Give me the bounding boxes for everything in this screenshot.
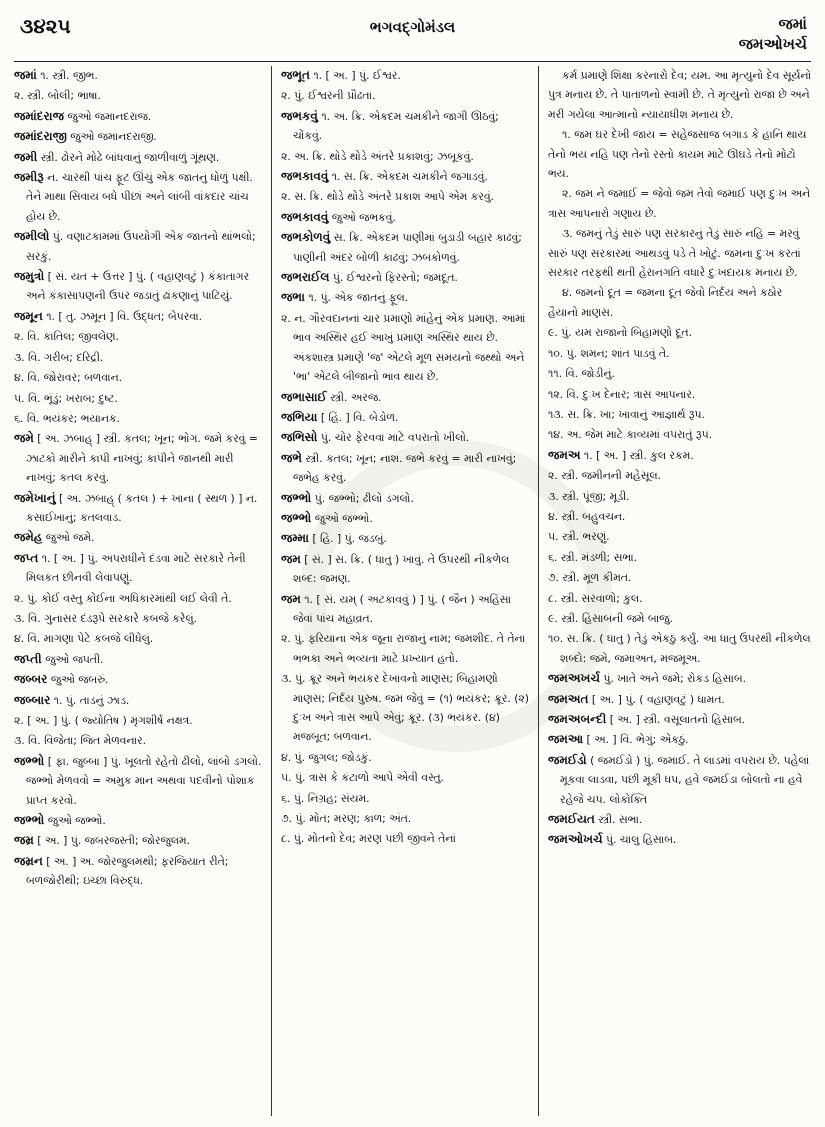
- entry-definition: ૪. વિ. માગણા પેટે કબજે લીધેલું.: [14, 632, 154, 646]
- entry-headword: જભિયા: [281, 409, 318, 424]
- entry-definition: જુઓ જભ્ભો.: [314, 511, 373, 525]
- entry-headword: જમીલો: [14, 229, 50, 244]
- entry-headword: જમાં: [14, 68, 37, 82]
- entry-definition: જુઓ જમે.: [45, 531, 95, 545]
- dictionary-entry: [548, 283, 814, 322]
- entry-headword: જમાંદરાજી: [14, 129, 67, 144]
- entry-definition: ૧૨. વિ. દુઃખ દેનાર; ત્રાસ આપનાર.: [548, 387, 696, 401]
- entry-headword: જમઅબન્દી: [548, 712, 607, 726]
- dictionary-entry: [548, 730, 814, 749]
- entry-definition: ૫. પું. ત્રાસ કે કંટાળો આપે એવી વસ્તુ.: [281, 771, 444, 785]
- entry-headword: જમ: [281, 551, 301, 566]
- entry-definition: ૪. પું. જુગલ; જોડકું.: [281, 750, 372, 764]
- entry-headword: જબ્બાર: [14, 692, 51, 707]
- dictionary-entry: [281, 147, 530, 166]
- entry-headword: જભ્ભો: [281, 490, 312, 505]
- dictionary-entry: [548, 609, 814, 628]
- dictionary-entry: [281, 288, 530, 307]
- entry-headword: જમઓખર્ચ: [548, 832, 603, 847]
- entry-definition: સ્ત્રી. અરજ.: [330, 390, 382, 404]
- entry-headword: જભકાવવું: [281, 169, 329, 184]
- entry-definition: ૨. સ્ત્રી. જમીનની મહેસૂલ.: [548, 469, 661, 483]
- dictionary-entry: [281, 629, 530, 668]
- entry-headword: જભરાઈલ: [281, 270, 330, 285]
- entry-definition: ૧. [ અ. ] પું. ઈશ્વર.: [313, 69, 401, 82]
- dictionary-entry: [548, 364, 814, 383]
- entry-headword: જમ્મા: [281, 531, 309, 546]
- dictionary-entry: [281, 228, 530, 267]
- dictionary-entry: [548, 629, 814, 668]
- entry-definition: [ અ. ઝબાહ્ ( કતલ ) + ખાના ( સ્થળ ) ] ન. કસાઈખાનું; કતલવાડ.: [26, 491, 258, 524]
- entry-definition: ૧. સ. ક્રિ. એકદમ ચમકીને જગાડવું.: [331, 170, 488, 184]
- dictionary-entry: [14, 348, 262, 367]
- entry-headword: જભૂત: [281, 68, 310, 82]
- dictionary-entry: [14, 711, 262, 730]
- book-title: ભગવદ્ગોમંડલ: [369, 18, 456, 36]
- dictionary-entry: [548, 425, 814, 444]
- entry-definition: ૫. વિ. ભૂંડું; ખરાબ; દુષ્ટ.: [14, 391, 118, 405]
- dictionary-entry: [281, 489, 530, 508]
- entry-definition: [ હિં. ] પું. જડબું.: [312, 532, 387, 546]
- entry-definition: [ અ. ] વિ. ભેગું; એકઠું.: [586, 733, 689, 747]
- column-1: [14, 66, 262, 1118]
- dictionary-entry: [281, 529, 530, 548]
- dictionary-entry: [548, 690, 814, 709]
- entry-definition: ૩. પું. ક્રૂર અને ભયંકર દેખાવનો માણસ; બિહામણો માણસ; નિર્દય પુરુષ. જમ જેવું = (૧) ભયંકર; ક્રૂર. (૨) દુઃખ અને ત્રાસ આપે એવું; ક્રૂર. (૩) ભયંકર. (૪) મજબૂત; બળવાન.: [281, 672, 529, 744]
- entry-definition: ૧૧. વિ. જોડીનું.: [548, 367, 615, 381]
- dictionary-entry: [14, 429, 262, 487]
- dictionary-entry: [548, 66, 814, 124]
- entry-headword: જભિસો: [281, 430, 318, 445]
- dictionary-entry: [548, 466, 814, 485]
- entry-definition: ૨. [ અ. ] પું. ( જ્યોતિષ ) મૃગશીર્ષ નક્ષત્ર.: [14, 714, 193, 727]
- entry-definition: ૧. સ્ત્રી. જીભ.: [40, 69, 98, 82]
- guide-word-last: જમઓખર્ચ: [738, 35, 807, 53]
- entry-definition: પું. વણાટકામમાં ઉપયોગી એક જાતનો થાંભલો; સરકું.: [26, 230, 256, 263]
- entry-headword: જબ્બર: [14, 672, 48, 687]
- entry-headword: જભાસાઈ: [281, 389, 327, 404]
- column-divider: [271, 66, 272, 1116]
- dictionary-entry: [14, 66, 262, 85]
- dictionary-entry: [281, 829, 530, 848]
- entry-definition: જુઓ જભ્ભો.: [47, 814, 106, 828]
- dictionary-entry: [548, 669, 814, 688]
- entry-headword: જમીરૂ: [14, 170, 44, 185]
- entry-definition: ૩. જમનું તેડું સારું પણ સરકારનું તેડું સારું નહિ = મરવું સારું પણ સરકારમાં આથડવું પડે તે ખોટું. જમના દુઃખ કરતાં સરકાર તરફથી થતી હેરાનગતિ વધારે દુઃખદાયક મનાય છે.: [548, 227, 801, 280]
- entry-definition: જુઓ જપતી.: [45, 652, 104, 666]
- entry-definition: કર્મ પ્રમાણે શિક્ષા કરનારો દેવ; યમ. આ મૃત્યુનો દેવ સૂર્યનો પુત્ર મનાય છે. તે પાતાળનો સ્વામી છે. તે મૃત્યુનો રાજા છે અને મરી ગયેલા આત્માનો ન્યાયાધીશ મનાય છે.: [548, 69, 812, 121]
- entry-headword: જપ્તી: [14, 651, 42, 666]
- entry-headword: જમઈયત: [548, 812, 595, 827]
- entry-headword: જમેખાનું: [14, 490, 56, 505]
- entry-definition: સ્ત્રી. ઢોરને મોઢે બાંધવાનું જાળીવાળું ગૂંથણ.: [40, 150, 220, 164]
- entry-headword: જમઆ: [548, 732, 584, 747]
- entry-definition: ૪. વિ. જોરાવર; બળવાન.: [14, 371, 123, 385]
- entry-definition: પું. ઈશ્વરનો ફિરસ્તો; જમદૂત.: [332, 271, 458, 285]
- entry-definition: ૨. પું. ફરિયાના એક જૂના રાજાનું નામ; જમશીદ. તે તેના ભભકા અને ભવ્યતા માટે પ્રખ્યાત હતો.: [281, 632, 526, 665]
- dictionary-entry: [14, 307, 262, 326]
- entry-headword: જમૂન: [14, 308, 43, 323]
- entry-definition: જુઓ જમાનદરાજી.: [70, 130, 157, 144]
- entry-definition: સ. ક્રિ. એકદમ પાણીમાં બુડાડી બહાર કાઢવું; પાણીની અંદર બોળી કાઢવું; ઝબકોળવું.: [293, 231, 522, 264]
- dictionary-entry: [281, 208, 530, 227]
- column-divider: [538, 66, 539, 1116]
- entry-definition: ૨. સ. ક્રિ. થોડે થોડે અંતરે પ્રકાશ આપે એમ કરવું.: [281, 190, 494, 204]
- entry-definition: ૧. [ સં. યમ્ ( અટકાવવું ) ] પું. ( જૈન ) અહિંસા જેવાં પાંચ મહાવ્રત.: [293, 592, 512, 625]
- entry-definition: ૧. પું. એક જાતનું ફૂલ.: [308, 291, 409, 305]
- dictionary-entry: [281, 268, 530, 287]
- entry-definition: ૬. વિ. ભયંકર; ભયાનક.: [14, 411, 120, 425]
- entry-definition: ( જમઈડો ) પું. જમાઈ. તે લાડમાં વપરાય છે. પહેલાં મૂકવા લાડવા, પછી મૂકી ધપ, હવે જમઈડા બોલતો ના હવે રહેજે ચપ. લોકોક્તિ: [560, 753, 810, 806]
- entry-definition: ૬. પું. નિગ્રહ; સંયમ.: [281, 791, 370, 805]
- dictionary-entry: [281, 768, 530, 787]
- entry-definition: ૧૦. પું. શમન; શાંત પાડવું તે.: [548, 346, 670, 360]
- entry-definition: ૯. સ્ત્રી. હિસાબની જમે બાજુ.: [548, 611, 673, 625]
- entry-definition: પું. ખાતે અને જમે; રોકડ હિસાબ.: [603, 672, 747, 686]
- dictionary-entry: [548, 487, 814, 506]
- entry-headword: જમે: [14, 431, 34, 446]
- entry-definition: ૯. પું. યમ રાજાનો બિહામણો દૂત.: [548, 326, 692, 340]
- entry-headword: જમઅ: [548, 447, 581, 462]
- page-number: ૩૪૨૫: [20, 14, 71, 38]
- entry-definition: સ્ત્રી. કતલ; ખૂન; નાશ. જભે કરવું = મારી નાખવું; જભેહ કરવું.: [293, 451, 517, 485]
- dictionary-entry: [281, 590, 530, 629]
- entry-definition: ૪. જમનો દૂત = જમના દૂત જેવો નિર્દય અને કઠોર હૈયાનો માણસ.: [548, 286, 783, 319]
- dictionary-entry: [548, 224, 814, 282]
- entry-definition: [ ફા. જુબ્બા ] પું. ખૂલતો રહેતો ઢીલો, લાંબો ડગલો. જભ્ભો મેળવવો = અમુક માન અથવા પદવીનો પોશાક પ્રાપ્ત કરવો.: [26, 754, 262, 807]
- page-header: [0, 0, 825, 60]
- dictionary-entry: [14, 670, 262, 689]
- dictionary-entry: [281, 669, 530, 747]
- dictionary-entry: [281, 309, 530, 387]
- header-rule: [14, 61, 811, 62]
- dictionary-entry: [548, 710, 814, 729]
- guide-words: [739, 14, 807, 54]
- entry-headword: જમી: [14, 149, 38, 164]
- entry-headword: જપ્ત: [14, 550, 39, 565]
- dictionary-entry: [14, 629, 262, 648]
- entry-definition: ૨. ન. ગૌરવદાનનાં ચાર પ્રમાણો માંહેનું એક પ્રમાણ. આમાં ભાવ અસ્થિર હઈ આખું પ્રમાણ અસ્થિર થાય છે. અંકશાસ્ત્ર પ્રમાણે 'જ' એટલે મૂળ સમયનો જથ્થો અને 'ભા' એટલે બીજાનો ભાવ થાય છે.: [281, 311, 526, 384]
- entry-definition: ૧૪. અ. જેમ માટે કાવ્યમાં વપરાતું રૂપ.: [548, 428, 713, 442]
- dictionary-entry: [14, 811, 262, 830]
- dictionary-entry: [14, 107, 262, 126]
- dictionary-entry: [14, 389, 262, 408]
- dictionary-entry: [548, 589, 814, 608]
- entry-definition: ૨. પું. કોઈ વસ્તુ કોઈના અધિકારમાંથી લઈ લેવી તે.: [14, 591, 232, 605]
- entry-headword: જમ: [281, 591, 301, 606]
- entry-definition: જુઓ જમાનદરાજ.: [67, 109, 152, 123]
- dictionary-entry: [281, 428, 530, 447]
- dictionary-entry: [548, 527, 814, 546]
- entry-definition: પું. ચોર ફેરવવા માટે વપરાતો ખીલો.: [320, 431, 470, 445]
- dictionary-entry: [548, 568, 814, 587]
- entry-definition: ૧. [ અ. ] સ્ત્રી. કુલ રકમ.: [583, 448, 694, 462]
- entry-definition: જુઓ જબરું.: [50, 673, 109, 687]
- dictionary-entry: [548, 344, 814, 363]
- entry-definition: ૭. પું. મોત; મરણ; કાળ; અંત.: [281, 812, 412, 826]
- column-2: [281, 66, 530, 1118]
- dictionary-entry: [281, 809, 530, 828]
- dictionary-entry: [281, 388, 530, 407]
- entry-definition: ૩. વિ. ગુનાસર દંડરૂપે સરકારે કબજે કરેલું.: [14, 611, 197, 625]
- entry-headword: જમેહ: [14, 530, 43, 545]
- dictionary-entry: [281, 408, 530, 427]
- dictionary-entry: [281, 167, 530, 186]
- entry-headword: જમઈડો: [548, 752, 587, 767]
- entry-headword: જભકાવવું: [281, 209, 329, 224]
- entry-definition: ૧. અ. ક્રિ. એકદમ ચમકીને જાગી ઊઠવું; ચોંકવું.: [293, 109, 499, 143]
- dictionary-entry: [14, 852, 262, 891]
- dictionary-entry: [548, 548, 814, 567]
- dictionary-entry: [14, 86, 262, 105]
- dictionary-entry: [14, 691, 262, 710]
- entry-headword: જભકવું: [281, 108, 318, 123]
- dictionary-entry: [14, 589, 262, 608]
- entry-definition: ૨. જમ ને જમાઈ = જેવો જમ તેવો જમાઈ પણ દુઃખ અને ત્રાસ આપનારો ગણાય છે.: [548, 187, 811, 220]
- dictionary-entry: [548, 830, 814, 849]
- entry-definition: [ અ. ] સ્ત્રી. વસૂલાતનો હિસાબ.: [609, 713, 746, 726]
- entry-headword: જભ્ભો: [14, 753, 45, 768]
- entry-definition: ૧. [ અ. ] પું. અપરાધીને દંડવા માટે સરકારે તેની મિલકત છીનવી લેવાપણું.: [26, 551, 246, 585]
- dictionary-entry: [281, 509, 530, 528]
- entry-headword: જભકોળવું: [281, 230, 331, 245]
- dictionary-entry: [14, 368, 262, 387]
- entry-definition: ૬. સ્ત્રી. મંડળી; સભા.: [548, 550, 638, 564]
- dictionary-entry: [281, 107, 530, 146]
- entry-headword: જભા: [281, 290, 305, 305]
- dictionary-entry: [14, 409, 262, 428]
- entry-definition: [ અ. ] અ. જોરજુલમથી; ફરજિયાત રીતે; બળજોરીથી; ઇચ્છા વિરુદ્ધ.: [26, 854, 229, 888]
- dictionary-entry: [14, 168, 262, 226]
- dictionary-entry: [281, 187, 530, 206]
- entry-definition: પું. જભ્ભો; ઢીલો ડગલો.: [314, 491, 414, 505]
- dictionary-entry: [14, 549, 262, 588]
- entry-definition: ૫. સ્ત્રી. ભરણું.: [548, 530, 610, 544]
- entry-headword: જમાંદરાજ: [14, 108, 64, 123]
- entry-definition: ન. ચારથી પાંચ ફૂટ ઊંચું એક જાતનું ધોળું પક્ષી. તેને માથા સિવાય બધે પીછાં અને લાંબી વાંકદાર ચાંચ હોય છે.: [26, 171, 253, 223]
- entry-definition: [ અ. ઝબાહ્ ] સ્ત્રી. કતલ; ખૂન; ભોગ. જમે કરવું = ઝાટકો મારીને કાપી નાખવું; કાપીને જાનથી મારી નાખવું; કતલ કરવું.: [26, 432, 258, 485]
- entry-definition: [ અ. ] પું. ( વહાણવટું ) ધામત.: [591, 692, 725, 706]
- dictionary-entry: [14, 489, 262, 528]
- entry-definition: ૧. જમ ઘર દેખી જાય = સહેજસાજ બગાડ કે હાનિ થાય તેનો ભય નહિ પણ તેનો રસ્તો કાયમ માટે ઊઘડે તેનો મોટો ભય.: [548, 128, 807, 181]
- dictionary-entry: [281, 66, 530, 85]
- dictionary-entry: [548, 184, 814, 223]
- entry-headword: જભ્ભો: [14, 813, 45, 828]
- entry-headword: જમ્રન: [14, 853, 43, 868]
- entry-headword: જમુત્રો: [14, 269, 45, 284]
- dictionary-entry: [14, 609, 262, 628]
- dictionary-entry: [281, 748, 530, 767]
- entry-definition: ૩. વિ. ગરીબ; દરિદ્રી.: [14, 350, 104, 364]
- dictionary-entry: [14, 267, 262, 306]
- entry-definition: [ સં. ] સ. ક્રિ. ( ધાતુ ) ખાવું. તે ઉપરથી નીકળેલ શબ્દ: જમણ.: [293, 552, 510, 586]
- entry-headword: જભ્ભો: [281, 510, 312, 525]
- entry-definition: [ સં. યત + ઉત્તર ] પું. ( વહાણવટું ) કંકાતાગર અને કંકાસાપણની ઉપર જડાતું ઢાંકણાનું પાટિયું.: [26, 270, 250, 303]
- entry-definition: ૩. વિ. વિજેતા; જિત મેળવનાર.: [14, 734, 147, 748]
- dictionary-entry: [281, 550, 530, 589]
- entry-definition: ૩. સ્ત્રી. પૂંજી; મૂડી.: [548, 489, 630, 503]
- dictionary-entry: [548, 125, 814, 183]
- entry-definition: ૨. અ. ક્રિ. થોડે થોડે અંતરે પ્રકાશવું; ઝબૂકવું.: [281, 149, 474, 163]
- dictionary-entry: [548, 323, 814, 342]
- entry-definition: ૮. સ્ત્રી. સરવાળો; કુલ.: [548, 591, 643, 605]
- entry-definition: ૧. [ તુ. ઝમૂન ] વિ. ઉદ્ધત; બેપરવા.: [46, 309, 203, 323]
- dictionary-entry: [548, 446, 814, 465]
- entry-definition: ૨. સ્ત્રી. બોલી; ભાષા.: [14, 89, 101, 103]
- dictionary-entry: [14, 650, 262, 669]
- dictionary-entry: [14, 127, 262, 146]
- dictionary-entry: [548, 385, 814, 404]
- entry-definition: ૪. સ્ત્રી. બહુવચન.: [548, 509, 626, 523]
- entry-definition: [ હિં. ] વિ. બેડોળ.: [320, 410, 399, 424]
- guide-word-first: જમાં: [778, 15, 807, 33]
- entry-headword: જભે: [281, 450, 302, 465]
- dictionary-entry: [281, 789, 530, 808]
- entry-definition: પું. ચાલુ હિસાબ.: [606, 833, 677, 847]
- dictionary-entry: [14, 831, 262, 850]
- entry-headword: જમઅખર્ચ: [548, 671, 600, 686]
- entry-definition: ૭. સ્ત્રી. મૂળ કીમત.: [548, 571, 632, 585]
- dictionary-entry: [548, 507, 814, 526]
- dictionary-entry: [14, 731, 262, 750]
- entry-definition: જુઓ જભકવું.: [331, 210, 396, 224]
- entry-headword: જમ્ર: [14, 833, 34, 848]
- dictionary-entry: [281, 86, 530, 105]
- entry-definition: ૨. વિ. કાતિલ; જીવલેણ.: [14, 330, 119, 344]
- dictionary-entry: [14, 327, 262, 346]
- dictionary-entry: [281, 449, 530, 488]
- dictionary-entry: [14, 227, 262, 266]
- entry-definition: સ્ત્રી. સભા.: [598, 813, 643, 827]
- dictionary-entry: [548, 810, 814, 829]
- dictionary-entry: [548, 405, 814, 424]
- dictionary-entry: [14, 752, 262, 810]
- dictionary-entry: [14, 528, 262, 547]
- entry-definition: ૨. પું. ઈશ્વરની પ્રૌઢતા.: [281, 89, 376, 103]
- entry-definition: ૧૦. સ. ક્રિ. ( ધાતુ ) તેડું એકઠું કર્યું. આ ધાતુ ઉપરથી નીકળેલ શબ્દો: જમે, જમાઅત, મજમૂઅ.: [548, 632, 811, 665]
- entry-definition: ૧૩. સ. ક્રિ. ખા; ખાવાનું આજ્ઞાર્થ રૂપ.: [548, 407, 705, 421]
- dictionary-entry: [14, 148, 262, 167]
- entry-definition: [ અ. ] પું. જબરજસ્તી; જોરજુલમ.: [37, 834, 190, 848]
- dictionary-entry: [548, 751, 814, 809]
- entry-definition: ૧. પું. તાડનું ઝાડ.: [53, 693, 130, 707]
- entry-headword: જમઅત: [548, 691, 589, 706]
- entry-definition: ૮. પું. મોતનો દેવ; મરણ પછી જીવને તેનાં: [281, 832, 456, 846]
- column-3: [548, 66, 814, 1118]
